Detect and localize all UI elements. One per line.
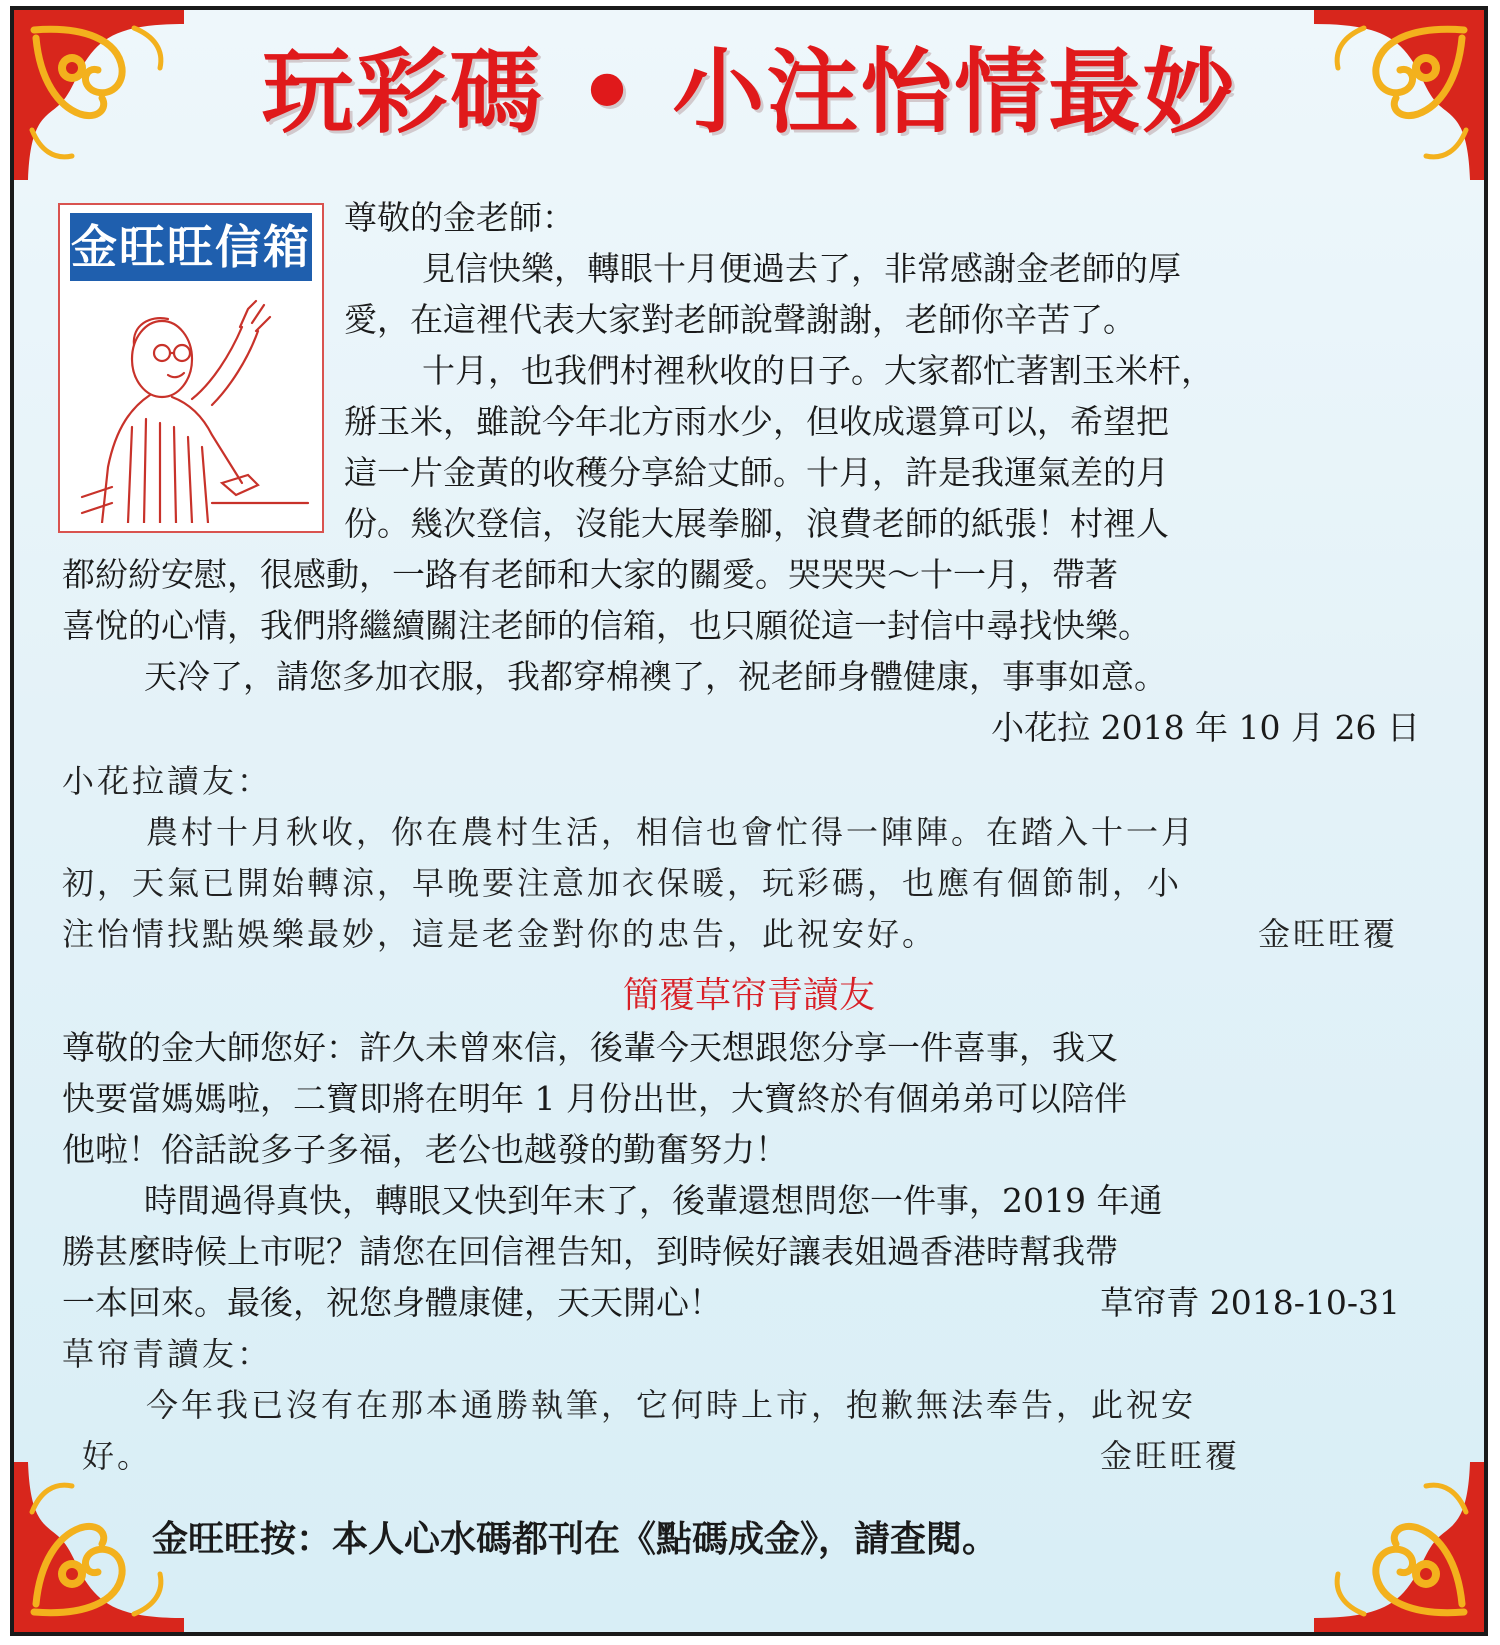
letter1-line: 天冷了，請您多加衣服，我都穿棉襖了，祝老師身體健康，事事如意。 xyxy=(144,657,1167,696)
letter1-line: 都紛紛安慰，很感動，一路有老師和大家的關愛。哭哭哭～十一月，帶著 xyxy=(62,555,1118,594)
corner-ornament-icon xyxy=(1314,1462,1484,1632)
letter1-line: 這一片金黃的收穫分享給丈師。十月，許是我運氣差的月 xyxy=(344,453,1169,492)
reply2-signature: 金旺旺覆 xyxy=(1099,1437,1240,1475)
letter2-line: 尊敬的金大師您好：許久未曾來信，後輩今天想跟您分享一件喜事，我又 xyxy=(62,1028,1118,1067)
letter2-line: 一本回來。最後，祝您身體康健，天天開心！ xyxy=(62,1283,722,1322)
newspaper-column-page xyxy=(10,6,1488,1636)
column-logo xyxy=(58,203,324,533)
letter2-line: 他啦！俗話說多子多福，老公也越發的勤奮努力！ xyxy=(62,1130,788,1169)
column-label: 金旺旺信箱 xyxy=(70,213,312,281)
letter2-line: 時間過得真快，轉眼又快到年末了，後輩還想問您一件事，2019 年通 xyxy=(144,1181,1163,1220)
reply2-line: 今年我已沒有在那本通勝執筆，它何時上市，抱歉無法奉告，此祝安 xyxy=(146,1386,1197,1424)
page-title: 玩彩碼 • 小注怡情最妙 xyxy=(261,39,1237,146)
letter1-signature: 小花拉 2018 年 10 月 26 日 xyxy=(991,708,1420,747)
letter1-greeting: 尊敬的金老師： xyxy=(344,198,575,237)
reply1-line: 初，天氣已開始轉涼，早晚要注意加衣保暖，玩彩碼，也應有個節制，小 xyxy=(62,864,1183,902)
letter1-line: 愛，在這裡代表大家對老師說聲謝謝，老師你辛苦了。 xyxy=(344,300,1136,339)
reply1-line: 農村十月秋收，你在農村生活，相信也會忙得一陣陣。在踏入十一月 xyxy=(146,813,1197,851)
reply1-signature: 金旺旺覆 xyxy=(1257,915,1398,953)
teacher-illustration-icon xyxy=(72,287,312,523)
letter1-line: 掰玉米，雖說今年北方雨水少，但收成還算可以，希望把 xyxy=(344,402,1169,441)
letter2-line: 快要當媽媽啦，二寶即將在明年 1 月份出世，大寶終於有個弟弟可以陪伴 xyxy=(62,1079,1127,1118)
letter2-signature: 草帘青 2018-10-31 xyxy=(1100,1283,1400,1322)
reply2-line: 好。 xyxy=(82,1437,153,1475)
reply2-greeting: 草帘青讀友： xyxy=(62,1335,273,1373)
reply1-line: 注怡情找點娛樂最妙，這是老金對你的忠告，此祝安好。 xyxy=(62,915,938,953)
reply1-greeting: 小花拉讀友： xyxy=(62,762,273,800)
letter1-line: 份。幾次登信，沒能大展拳腳，浪費老師的紙張！村裡人 xyxy=(344,504,1169,543)
letter1-line: 十月，也我們村裡秋收的日子。大家都忙著割玉米杆， xyxy=(422,351,1214,390)
letter2-line: 勝甚麼時候上市呢？請您在回信裡告知，到時候好讓表姐過香港時幫我帶 xyxy=(62,1232,1118,1271)
letter1-line: 喜悅的心情，我們將繼續關注老師的信箱，也只願從這一封信中尋找快樂。 xyxy=(62,606,1151,645)
letter1-line: 見信快樂，轉眼十月便過去了，非常感謝金老師的厚 xyxy=(422,249,1181,288)
editor-note: 金旺旺按：本人心水碼都刊在《點碼成金》，請查閱。 xyxy=(152,1519,999,1560)
section-heading: 簡覆草帘青讀友 xyxy=(622,975,875,1016)
